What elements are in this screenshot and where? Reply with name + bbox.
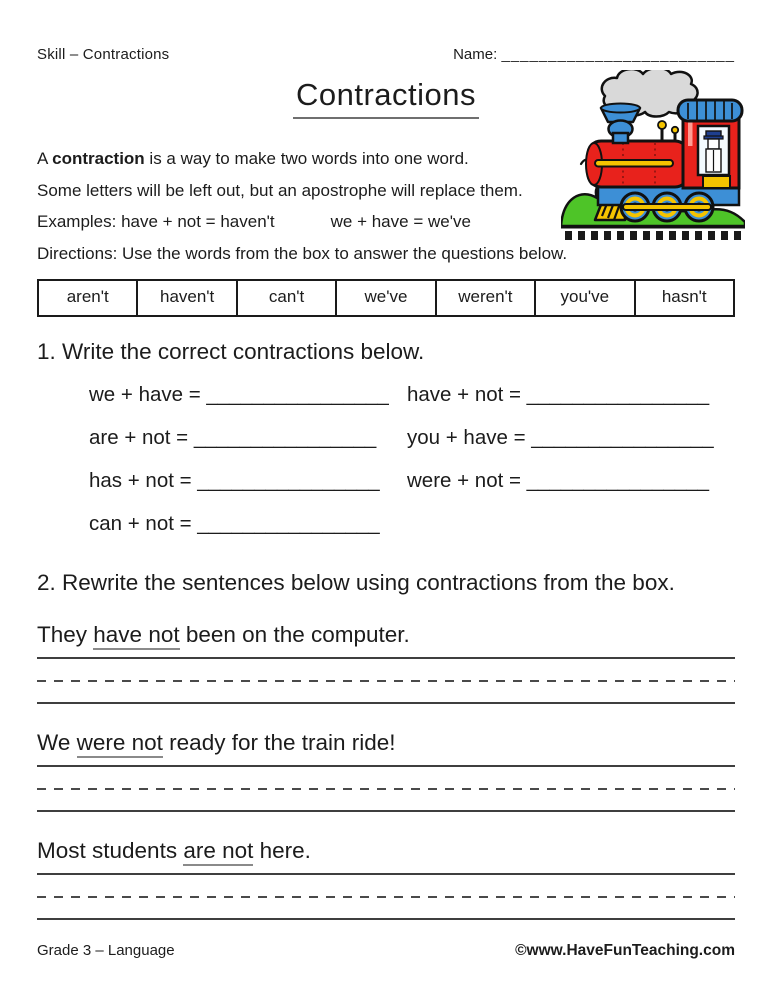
name-field (453, 46, 735, 63)
writing-line-solid (37, 918, 735, 920)
word-cell: hasn't (634, 281, 733, 315)
train-wheels (621, 193, 713, 221)
name-label: Name: (453, 46, 498, 63)
underlined-phrase: have not (93, 622, 179, 650)
contraction-equations (89, 383, 735, 536)
equation-we-have: we + have = ________________ (89, 383, 389, 406)
sentence-1: They have not been on the computer. (37, 622, 735, 648)
boiler-fittings (658, 121, 678, 141)
directions-label: Directions: (37, 243, 123, 263)
writing-line-solid (37, 873, 735, 875)
copyright-text: ©www.HaveFunTeaching.com (515, 942, 735, 959)
page-header (37, 0, 735, 63)
skill-label: Skill – Contractions (37, 46, 170, 63)
equation-were-not: were + not = ________________ (407, 469, 710, 492)
examples-label: Examples: (37, 212, 122, 231)
equation-can-not: can + not = ________________ (89, 512, 380, 535)
cab-panel (703, 176, 730, 188)
word-cell: haven't (136, 281, 235, 315)
writing-line-solid (37, 765, 735, 767)
train-cab (678, 100, 742, 188)
word-bank-box (37, 279, 735, 317)
boiler (586, 141, 688, 187)
example-1: have + not = haven't (121, 212, 275, 231)
sentence-2: We were not ready for the train ride! (37, 730, 735, 756)
page-footer (37, 942, 735, 960)
equation-are-not: are + not = ________________ (89, 426, 377, 449)
sentence-block (37, 730, 735, 812)
equation-row (89, 512, 735, 536)
directions-text: Use the words from the box to answer the questions below. (122, 243, 568, 263)
sentence-block (37, 838, 735, 920)
equation-you-have: you + have = ________________ (407, 426, 714, 449)
word-cell: you've (534, 281, 633, 315)
word-cell: weren't (435, 281, 534, 315)
writing-line-solid (37, 810, 735, 812)
underlined-phrase: are not (183, 838, 253, 866)
bold-term-contraction: contraction (52, 149, 145, 168)
word-cell: can't (236, 281, 335, 315)
word-cell: aren't (66, 287, 109, 306)
page-title: Contractions (293, 77, 479, 119)
train-track (561, 227, 745, 240)
equation-row (89, 469, 735, 493)
section1-heading: 1. Write the correct contractions below. (37, 339, 425, 364)
train-illustration (561, 70, 745, 247)
underlined-phrase: were not (77, 730, 163, 758)
writing-line-solid (37, 702, 735, 704)
word-cell: we've (335, 281, 434, 315)
name-blank-line: _________________________ (501, 46, 735, 63)
equation-have-not: have + not = ________________ (407, 383, 710, 406)
grade-label: Grade 3 – Language (37, 942, 175, 959)
writing-line-dashed (37, 896, 735, 898)
equation-row (89, 383, 735, 407)
writing-line-solid (37, 657, 735, 659)
intro-line-2: Some letters will be left out, but an apostrophe will replace them. (37, 180, 523, 200)
sentence-block (37, 622, 735, 704)
section2-heading: 2. Rewrite the sentences below using contractions from the box. (37, 570, 675, 595)
intro-line-1: A contraction is a way to make two words into one word. (37, 149, 469, 168)
example-2: we + have = we've (330, 212, 471, 231)
equation-has-not: has + not = ________________ (89, 469, 380, 492)
writing-line-dashed (37, 680, 735, 682)
conductor (704, 131, 723, 172)
smokestack (601, 104, 640, 144)
equation-row (89, 426, 735, 450)
writing-line-dashed (37, 788, 735, 790)
sentence-3: Most students are not here. (37, 838, 735, 864)
